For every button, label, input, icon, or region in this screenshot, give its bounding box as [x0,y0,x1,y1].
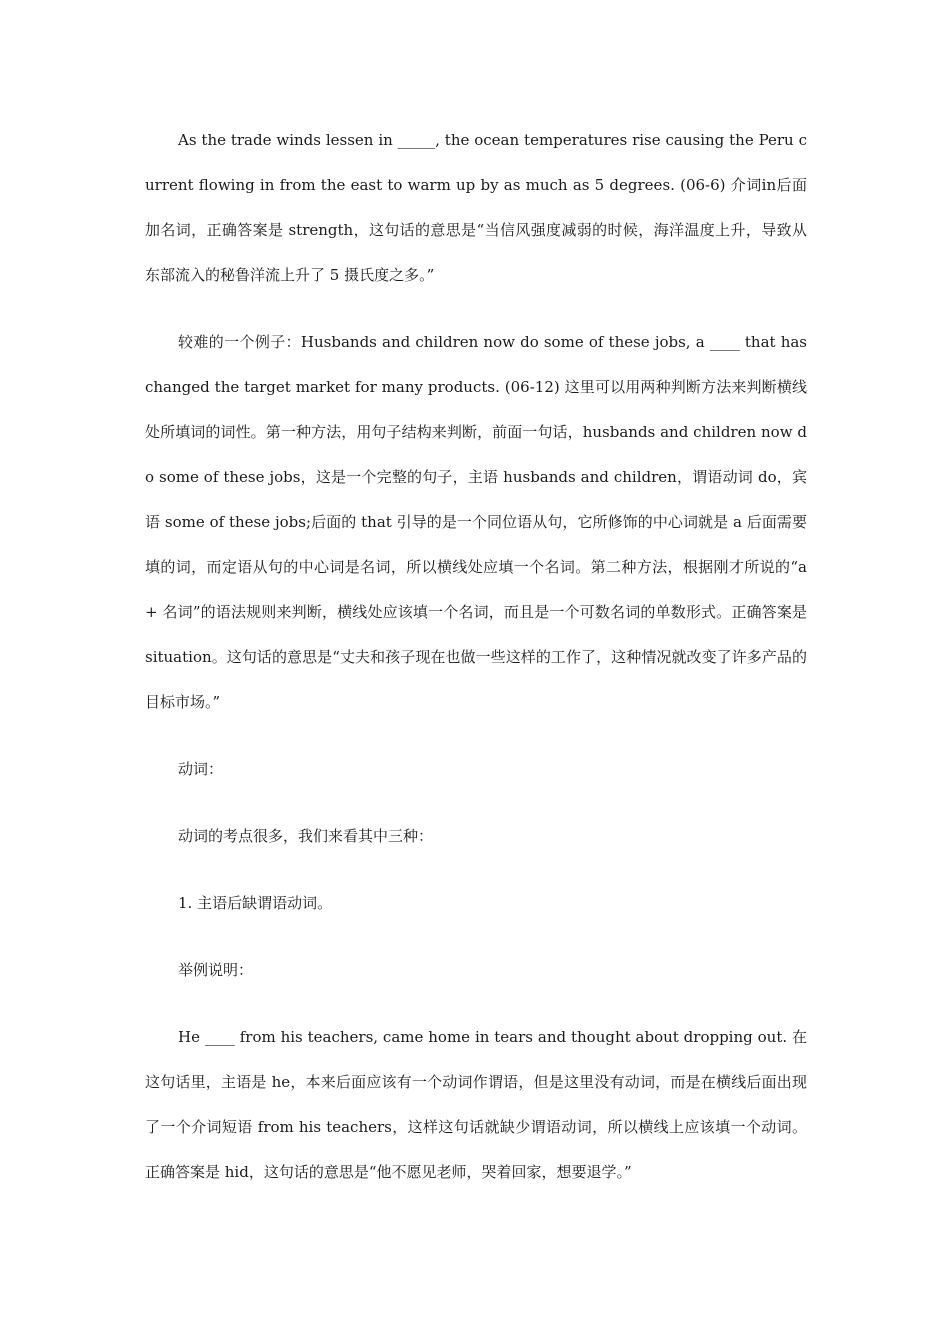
section-heading-verbs: 动词： [178,760,224,778]
paragraph-husbands-example: 较难的一个例子：Husbands and children now do some of these jobs, a ____ that has changed the target market for many products. (06-12) 这里可以用两种判断方法来判断横线处所填词的词性。第一种方法，用句子结构来判断，前面一句话，husbands and children now do some of these jobs，这是一个完整的句子，主语 husbands and children，谓语动词 do，宾语 some of these jobs;后面的 that 引导的是一个同位语从句，它所修饰的中心词就是 a 后面需要填的词，而定语从句的中心词是名词，所以横线处应填一个名词。第二种方法，根据刚才所说的“a + 名词”的语法规则来判断，横线处应该填一个名词，而且是一个可数名词的单数形式。正确答案是 situation。这句话的意思是“丈夫和孩子现在也做一些这样的工作了，这种情况就改变了许多产品的目标市场。” [145,333,807,711]
paragraph-example-label: 举例说明： [178,961,254,979]
paragraph-spacer [145,792,807,814]
paragraph-trade-winds-example: As the trade winds lessen in _____, the ocean temperatures rise causing the Peru current flowing in from the east to warm up by as much as 5 degrees. (06-6) 介词in后面加名词，正确答案是 strength，这句话的意思是“当信风强度减弱的时候，海洋温度上升，导致从东部流入的秘鲁洋流上升了 5 摄氏度之多。” [145,131,807,284]
paragraph-spacer [145,859,807,881]
paragraph-spacer [145,725,807,747]
paragraph-verb-intro: 动词的考点很多，我们来看其中三种： [178,827,434,845]
document-body [145,118,807,1195]
paragraph-hid-example: He ____ from his teachers, came home in tears and thought about dropping out. 在这句话里，主语是 he，本来后面应该有一个动词作谓语，但是这里没有动词，而是在横线后面出现了一个介词短语 from his teachers，这样这句话就缺少谓语动词，所以横线上应该填一个动词。正确答案是 hid，这句话的意思是“他不愿见老师，哭着回家，想要退学。” [145,1028,807,1181]
paragraph-spacer [145,298,807,320]
paragraph-spacer [145,993,807,1015]
list-item-missing-predicate: 1. 主语后缺谓语动词。 [178,894,333,912]
paragraph-spacer [145,926,807,948]
